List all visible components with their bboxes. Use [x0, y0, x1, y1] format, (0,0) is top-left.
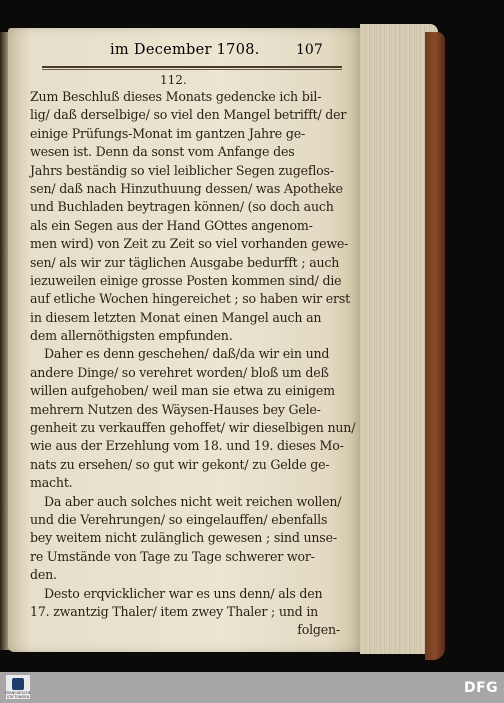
text-line: sen/ als wir zur täglichen Ausgabe bedurfft ; auch	[30, 254, 340, 270]
text-line: dem allernöthigsten empfunden.	[30, 328, 233, 344]
text-line: bey weitem nicht zulänglich gewesen ; sind unse-	[30, 530, 337, 546]
text-line: andere Dinge/ so verehret worden/ bloß um deß	[30, 364, 329, 380]
text-line: iezuweilen einige grosse Posten kommen sind/ die	[30, 272, 342, 288]
page-header	[100, 42, 323, 66]
text-line: macht.	[30, 475, 73, 491]
text-line: Desto erqvicklicher war es uns denn/ als den	[44, 585, 323, 601]
text-line: Zum Beschluß dieses Monats gedencke ich bil-	[30, 89, 322, 104]
logo-emblem-icon	[12, 678, 24, 690]
text-line: wesen ist. Denn da sonst vom Anfange des	[30, 144, 295, 160]
text-line: und Buchladen beytragen können/ (so doch auch	[30, 199, 334, 215]
page-number: 107	[296, 42, 323, 58]
text-line: wie aus der Erzehlung vom 18. und 19. dieses Mo-	[30, 438, 344, 454]
dfg-logo[interactable]: DFG	[464, 680, 499, 696]
franckesche-stiftungen-logo[interactable]	[6, 675, 30, 699]
text-line: als ein Segen aus der Hand GOttes angenom-	[30, 217, 313, 233]
text-line: auf etliche Wochen hingereichet ; so haben wir erst	[30, 291, 350, 307]
text-line: und die Verehrungen/ so eingelauffen/ ebenfalls	[30, 511, 328, 527]
text-line: 17. zwantzig Thaler/ item zwey Thaler ; und in	[30, 603, 319, 619]
section-number: 112.	[160, 73, 187, 87]
text-line: mehrern Nutzen des Wäysen-Hauses bey Gele-	[30, 401, 321, 417]
text-line: in diesem letzten Monat einen Mangel auch an	[30, 309, 322, 325]
running-title: im December 1708.	[110, 42, 260, 58]
text-line: men wird) von Zeit zu Zeit so viel vorhanden gewe-	[30, 236, 349, 252]
text-line: folgen-	[297, 622, 340, 638]
text-line: sen/ daß nach Hinzuthuung dessen/ was Apotheke	[30, 180, 343, 196]
text-line: Da aber auch solches nicht weit reichen wollen/	[44, 493, 342, 509]
text-line: genheit zu verkauffen gehoffet/ wir dieselbigen nun/	[30, 420, 356, 436]
text-line: Jahrs beständig so viel leiblicher Segen zugeflos-	[30, 162, 334, 178]
text-line: den.	[30, 567, 57, 583]
text-line: lig/ daß derselbige/ so viel den Mangel betrifft/ der	[30, 107, 347, 123]
text-line: nats zu ersehen/ so gut wir gekont/ zu Gelde ge-	[30, 456, 330, 472]
text-line: einige Prüfungs-Monat im gantzen Jahre ge-	[30, 125, 305, 141]
logo-text: FRANCKESCHE STIFTUNGEN	[5, 691, 31, 699]
header-rule-thin	[42, 69, 342, 70]
body-text	[30, 88, 356, 640]
text-line: Daher es denn geschehen/ daß/da wir ein und	[44, 346, 330, 362]
book-cover-edge	[425, 32, 445, 660]
text-line: re Umstände von Tage zu Tage schwerer wor-	[30, 548, 315, 564]
viewer-footer-bar	[0, 672, 504, 703]
header-rule	[42, 66, 342, 68]
text-line: willen aufgehoben/ weil man sie etwa zu einigem	[30, 383, 335, 399]
